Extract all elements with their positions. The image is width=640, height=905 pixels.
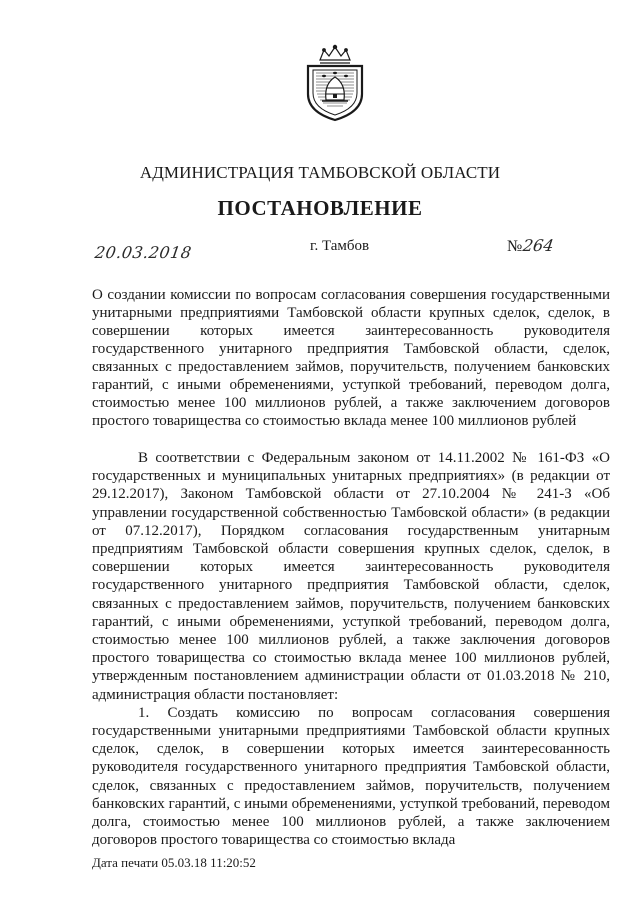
- document-date: 20.03.2018: [93, 243, 193, 262]
- document-subject: О создании комиссии по вопросам согласования совершения государственными унитарными предприятиями Тамбовской области крупных сделок, сделок, в совершении которых имеется заинтересованность руководителя государственного унитарного предприятия Тамбовской области, сделок, связанных с предоставлением займов, поручительств, получением банковских гарантий, с иными обременениями, уступкой требований, переводом долга, стоимостью менее 100 миллионов рублей, а также заключением договоров простого товарищества со стоимостью вклада менее 100 миллионов рублей: [92, 287, 610, 429]
- number-value: 264: [521, 236, 556, 255]
- crown-icon: [320, 45, 350, 63]
- document-type-title: ПОСТАНОВЛЕНИЕ: [217, 196, 423, 220]
- number-sign: №: [507, 238, 523, 255]
- document-number: [507, 236, 554, 256]
- item-1-paragraph: 1. Создать комиссию по вопросам согласования совершения государственными унитарными предприятиями Тамбовской области крупных сделок, сделок, в совершении которых имеется заинтересованность руководителя государственного унитарного предприятия Тамбовской области, сделок, связанных с предоставлением займов, поручительств, получением банковских гарантий, с иными обременениями, уступкой требований, переводом долга, стоимостью менее 100 миллионов рублей, а также заключением договоров простого товарищества со стоимостью вклада: [92, 704, 610, 849]
- coat-of-arms-emblem: [300, 44, 370, 122]
- organization-name: АДМИНИСТРАЦИЯ ТАМБОВСКОЙ ОБЛАСТИ: [139, 163, 501, 182]
- print-date-footer: Дата печати 05.03.18 11:20:52: [92, 855, 256, 870]
- document-city: г. Тамбов: [310, 238, 370, 254]
- beehive-icon: [322, 77, 348, 101]
- document-body: [92, 449, 610, 849]
- preamble-paragraph: В соответствии с Федеральным законом от 14.11.2002 № 161-ФЗ «О государственных и муниципальных унитарных предприятиях» (в редакции от 29.12.2017), Законом Тамбовской области от 27.10.2004 № 241-З «Об управлении государственной собственностью Тамбовской области» (в редакции от 07.12.2017), Порядком согласования государственным унитарным предприятиям Тамбовской области совершения крупных сделок, сделок, в совершении которых имеется заинтересованность руководителя государственного унитарного предприятия Тамбовской области, сделок, связанных с предоставлением займов, поручительств, получением банковских гарантий, с иными обременениями, уступкой требований, переводом долга, стоимостью менее 100 миллионов рублей, а также заключения договоров простого товарищества со стоимостью вклада менее 100 миллионов рублей, утвержденным постановлением администрации области от 01.03.2018 № 210, администрация области постановляет:: [92, 450, 610, 703]
